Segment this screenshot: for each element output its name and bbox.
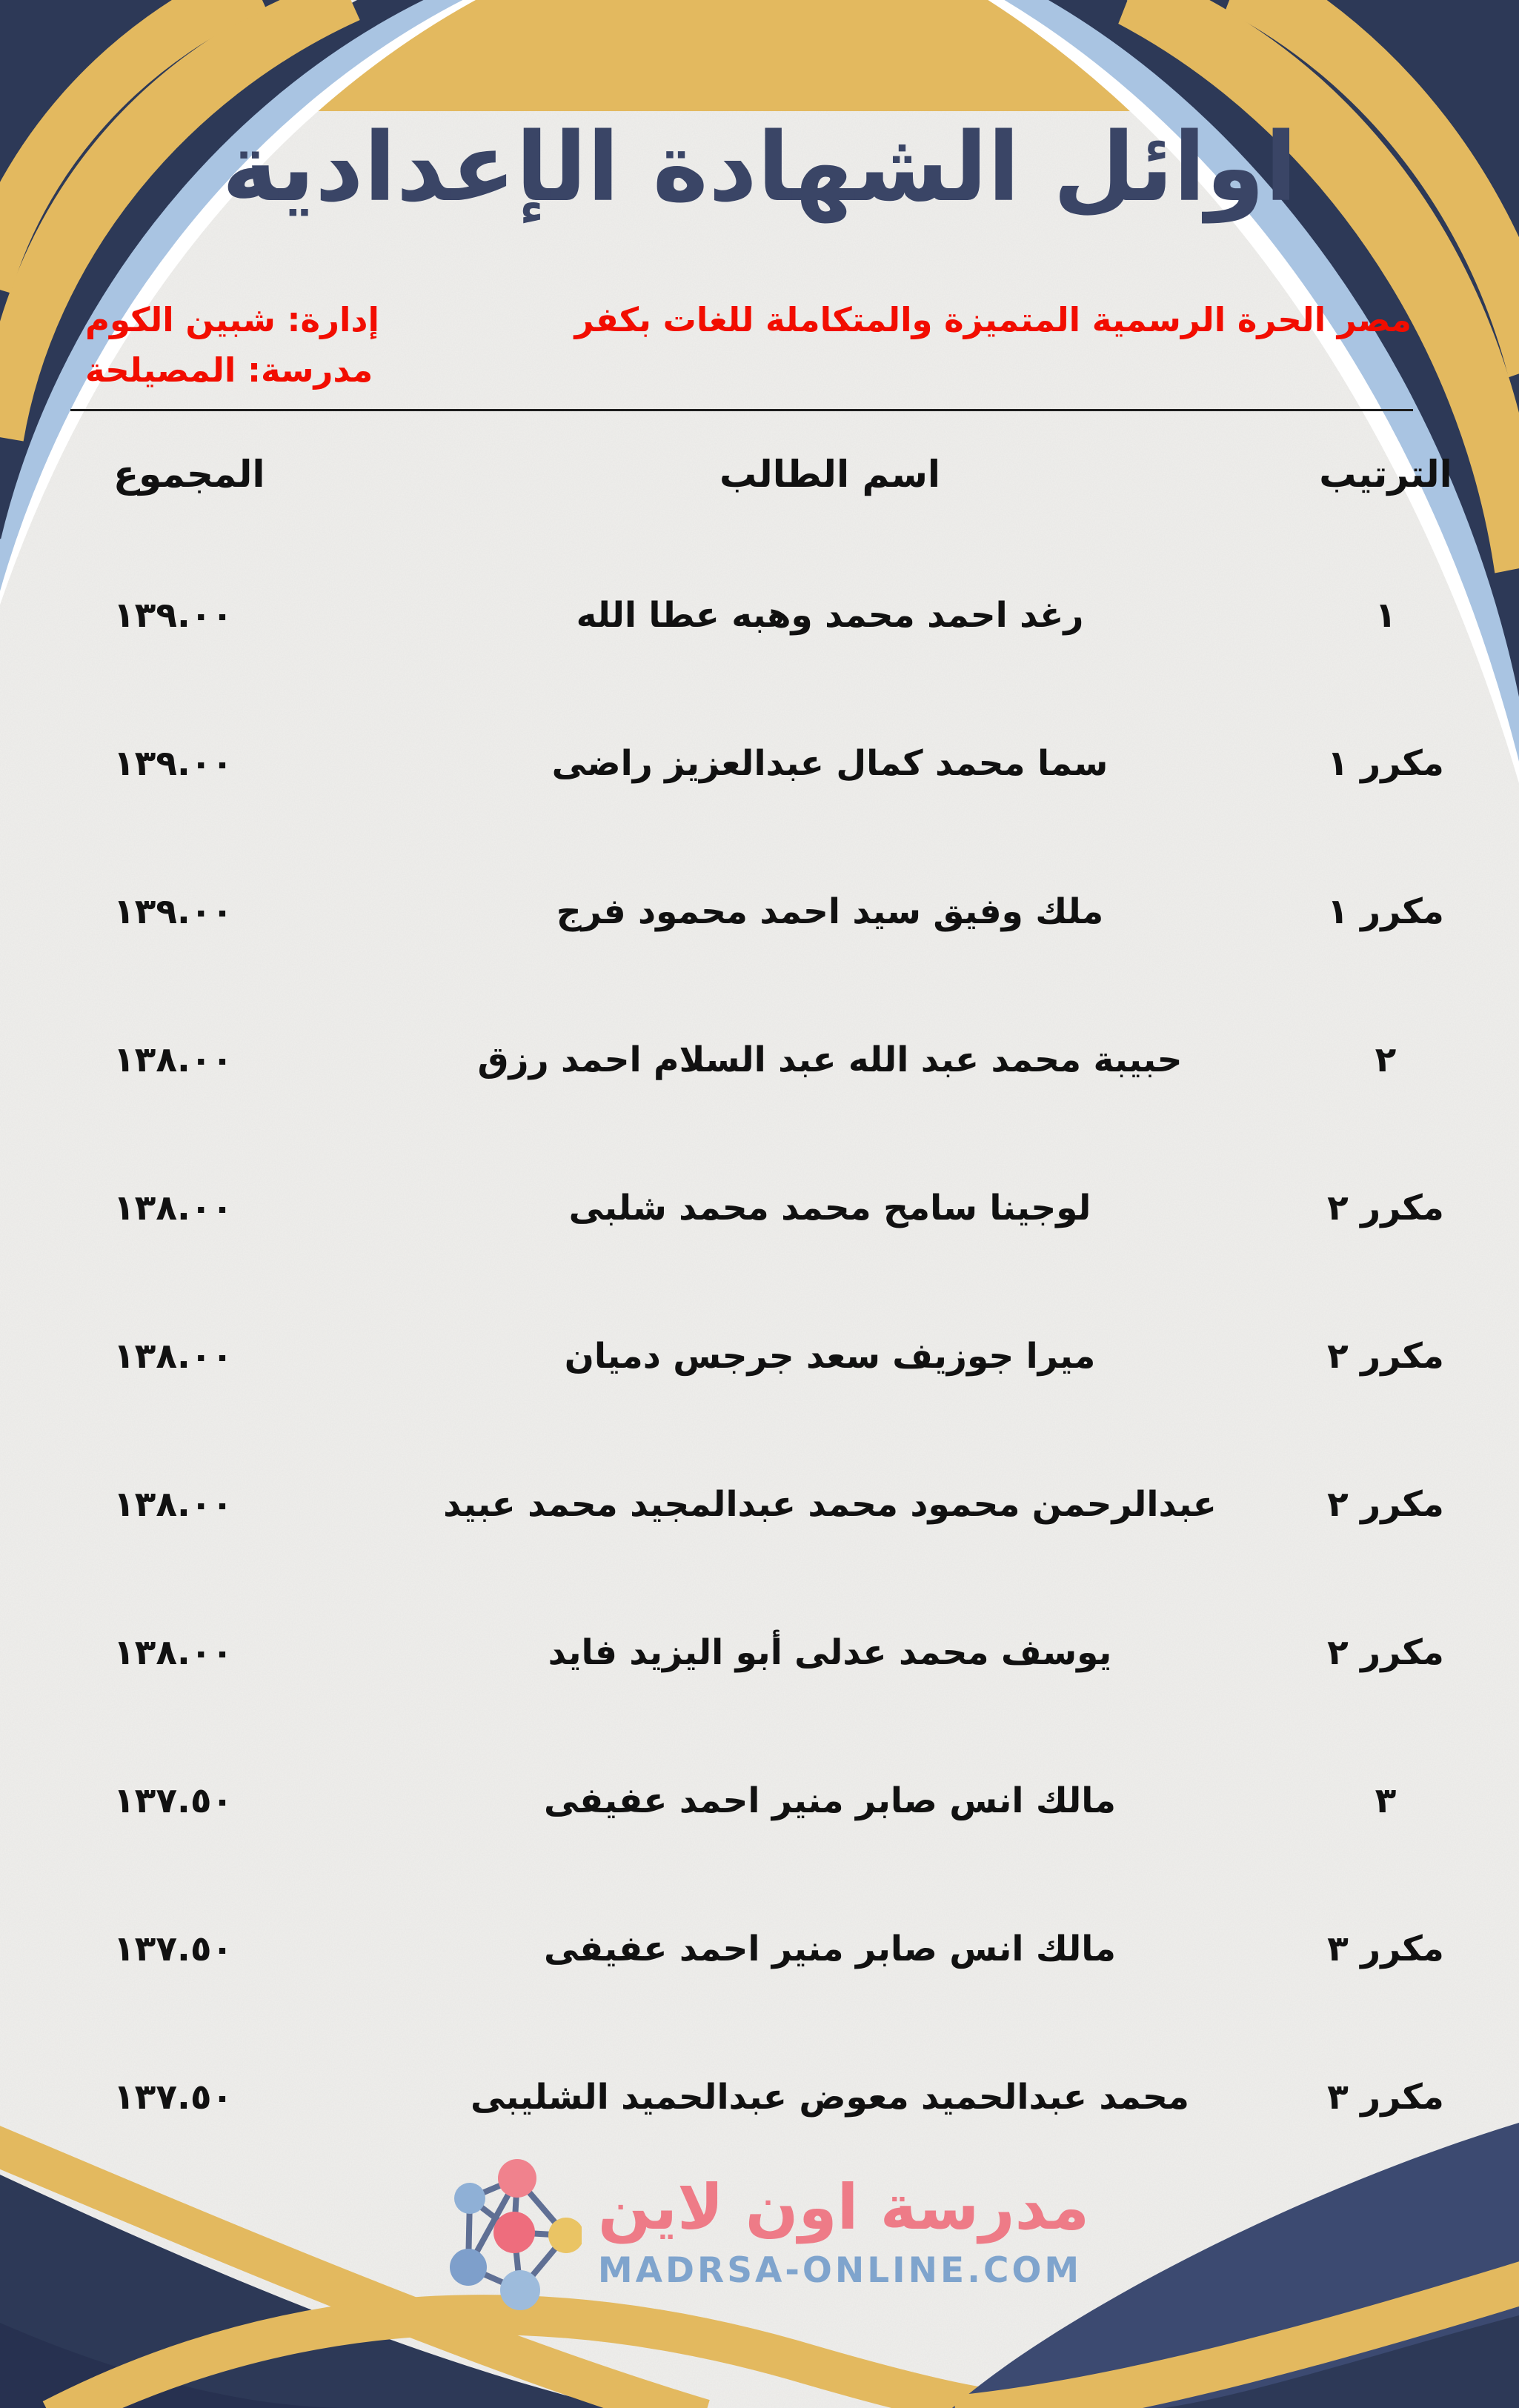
rank-cell: ٢	[1375, 1039, 1397, 1080]
table-row	[56, 1726, 1463, 1875]
logo-domain-text: MADRSA-ONLINE.COM	[597, 2250, 1083, 2292]
rank-cell: مكرر ٢	[1327, 1187, 1444, 1228]
student-name-cell: مالك انس صابر منير احمد عفيفى	[544, 1928, 1116, 1969]
student-name-cell: يوسف محمد عدلى أبو اليزيد فايد	[548, 1632, 1112, 1673]
school-text: مدرسة: المصيلحة	[85, 350, 373, 390]
table-row	[56, 985, 1463, 1134]
column-header-rank: الترتيب	[1319, 453, 1452, 496]
site-logo	[0, 2145, 1519, 2319]
rank-cell: مكرر ١	[1327, 891, 1444, 932]
total-cell: ١٣٨.٠٠	[113, 1187, 233, 1228]
table-row	[56, 1134, 1463, 1282]
table-row	[56, 837, 1463, 985]
total-cell: ١٣٧.٥٠	[113, 1780, 233, 1821]
logo-arabic-text: مدرسة اون لاين	[597, 2170, 1090, 2244]
divider-line	[70, 409, 1413, 411]
table-row	[56, 1875, 1463, 2023]
student-name-cell: ملك وفيق سيد احمد محمود فرج	[556, 891, 1104, 932]
student-name-cell: رغد احمد محمد وهبه عطا الله	[576, 594, 1084, 636]
column-header-total: المجموع	[113, 453, 265, 496]
total-cell: ١٣٩.٠٠	[113, 594, 233, 636]
school-name-text: مصر الحرة الرسمية المتميزة والمتكاملة للغات بكفر	[574, 300, 1412, 339]
total-cell: ١٣٩.٠٠	[113, 742, 233, 784]
total-cell: ١٣٩.٠٠	[113, 891, 233, 932]
total-cell: ١٣٧.٥٠	[113, 2076, 233, 2118]
table-row	[56, 541, 1463, 689]
total-cell: ١٣٨.٠٠	[113, 1039, 233, 1080]
admin-text: إدارة: شبين الكوم	[85, 300, 379, 339]
rank-cell: مكرر ٢	[1327, 1335, 1444, 1377]
student-name-cell: ميرا جوزيف سعد جرجس دميان	[564, 1335, 1096, 1377]
rank-cell: مكرر ١	[1327, 742, 1444, 784]
page-title: اوائل الشهادة الإعدادية	[222, 113, 1297, 223]
results-table	[56, 445, 1463, 2171]
table-row	[56, 1578, 1463, 1726]
student-name-cell: لوجينا سامح محمد محمد شلبى	[568, 1187, 1091, 1228]
table-header-row	[56, 445, 1463, 504]
student-name-cell: محمد عبدالحميد معوض عبدالحميد الشليبى	[471, 2076, 1189, 2118]
student-name-cell: عبدالرحمن محمود محمد عبدالمجيد محمد عبيد	[443, 1483, 1217, 1525]
rank-cell: مكرر ٢	[1327, 1483, 1444, 1525]
table-row	[56, 1430, 1463, 1578]
column-header-name: اسم الطالب	[719, 453, 941, 496]
rank-cell: مكرر ٣	[1327, 2076, 1444, 2118]
rank-cell: مكرر ٣	[1327, 1928, 1444, 1969]
network-icon	[430, 2145, 582, 2319]
total-cell: ١٣٨.٠٠	[113, 1335, 233, 1377]
table-row	[56, 1282, 1463, 1430]
school-info-block	[85, 295, 1412, 395]
student-name-cell: مالك انس صابر منير احمد عفيفى	[544, 1780, 1116, 1821]
rank-cell: ١	[1375, 594, 1397, 636]
student-name-cell: سما محمد كمال عبدالعزيز راضى	[551, 742, 1108, 784]
total-cell: ١٣٨.٠٠	[113, 1483, 233, 1525]
rank-cell: ٣	[1375, 1780, 1397, 1821]
rank-cell: مكرر ٢	[1327, 1632, 1444, 1673]
table-row	[56, 689, 1463, 837]
student-name-cell: حبيبة محمد عبد الله عبد السلام احمد رزق	[477, 1039, 1183, 1080]
total-cell: ١٣٨.٠٠	[113, 1632, 233, 1673]
total-cell: ١٣٧.٥٠	[113, 1928, 233, 1969]
table-body	[56, 541, 1463, 2171]
